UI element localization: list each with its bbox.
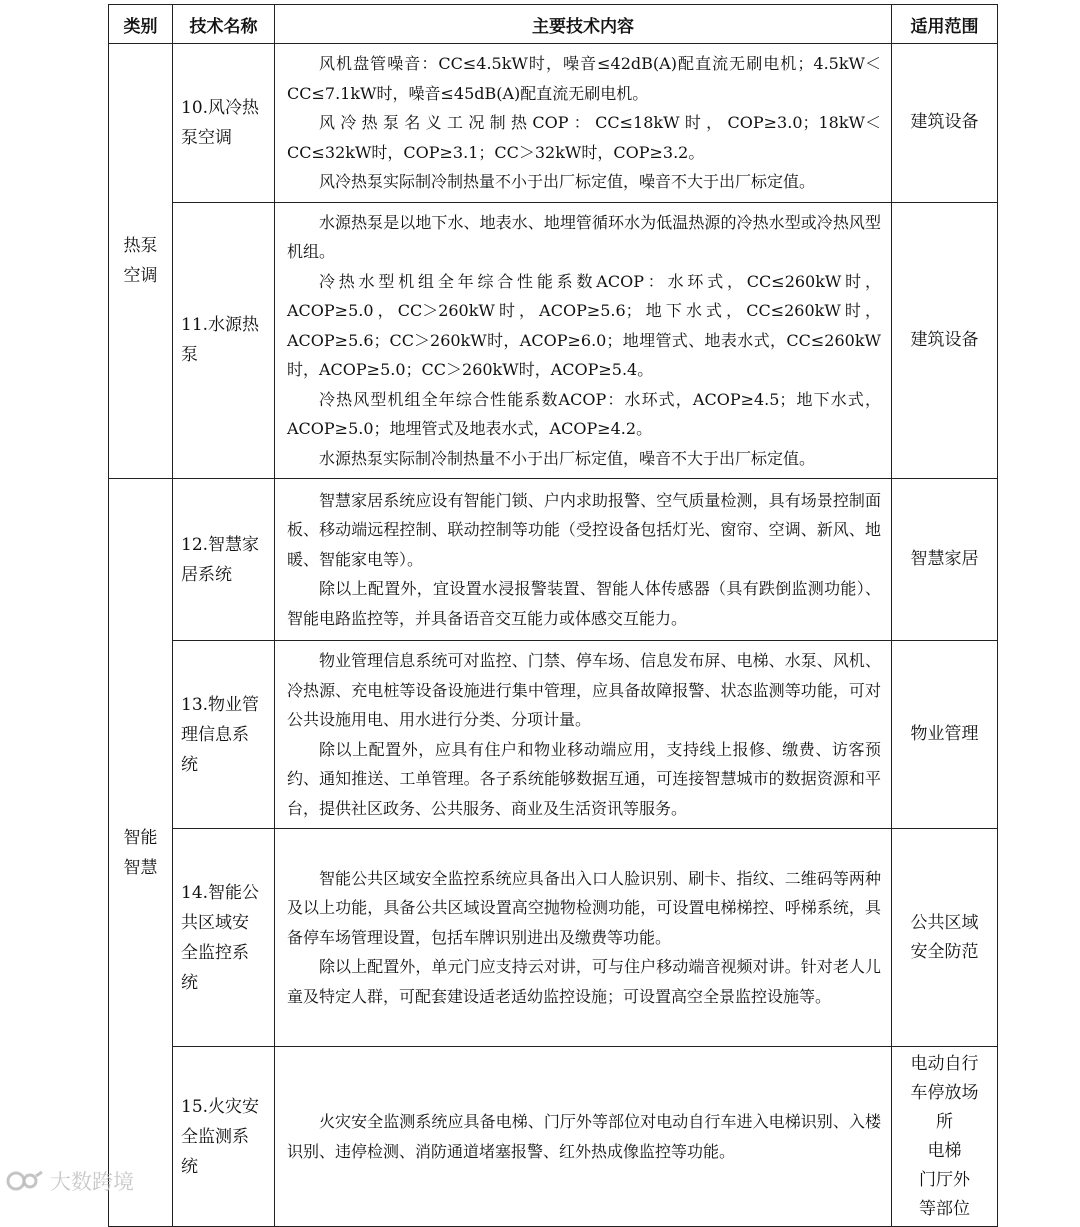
tech-name-line: 泵空调	[181, 127, 232, 148]
tech-name-line: 15.火灾安	[181, 1096, 260, 1117]
header-content: 主要技术内容	[275, 5, 892, 44]
brand-logo-icon	[6, 1168, 44, 1194]
tech-content	[275, 829, 892, 1047]
watermark	[6, 1166, 134, 1196]
scope-line: 等部位	[919, 1198, 970, 1219]
tech-name	[173, 1047, 275, 1227]
category-line: 热泵	[123, 236, 158, 256]
scope-line: 建筑设备	[910, 112, 979, 133]
scope-cell	[892, 202, 998, 479]
scope-line: 智慧家居	[910, 549, 979, 569]
content-paragraph: 除以上配置外，单元门应支持云对讲，可与住户移动端音视频对讲。针对老人儿童及特定人群，可配套建设适老适幼监控设施；可设置高空全景监控设施等。	[287, 957, 881, 1006]
tech-content	[275, 641, 892, 829]
tech-name-line: 共区域安	[181, 912, 249, 933]
scope-line: 车停放场	[910, 1082, 979, 1103]
tech-name-line: 12.智慧家	[181, 534, 260, 555]
content-paragraph: 水源热泵实际制冷制热量不小于出厂标定值，噪音不大于出厂标定值。	[319, 448, 816, 468]
content-paragraph: 水源热泵是以地下水、地表水、地埋管循环水为低温热源的冷热水型或冷热风型机组。	[287, 212, 881, 261]
scope-cell	[892, 1047, 998, 1227]
tech-name-line: 全监测系	[181, 1126, 249, 1147]
tech-name-line: 居系统	[181, 564, 232, 585]
tech-name-line: 11.水源热	[181, 315, 260, 336]
table-row	[109, 1047, 998, 1227]
scope-line: 门厅外	[919, 1169, 970, 1190]
content-paragraph: 智慧家居系统应设有智能门锁、户内求助报警、空气质量检测，具有场景控制面板、移动端远程控制、联动控制等功能（受控设备包括灯光、窗帘、空调、新风、地暖、智能家电等）。	[287, 490, 881, 569]
content-paragraph: 除以上配置外，宜设置水浸报警装置、智能人体传感器（具有跌倒监测功能）、智能电路监控等，并具备语音交互能力或体感交互能力。	[287, 579, 881, 628]
tech-name-line: 14.智能公	[181, 882, 260, 903]
scope-line: 电动自行	[910, 1053, 979, 1074]
scope-cell	[892, 829, 998, 1047]
tech-name	[173, 829, 275, 1047]
tech-content	[275, 44, 892, 203]
tech-content	[275, 479, 892, 641]
content-paragraph: 智能公共区域安全监控系统应具备出入口人脸识别、刷卡、指纹、二维码等两种及以上功能，具备公共区域设置高空抛物检测功能，可设置电梯梯控、呼梯系统，具备停车场管理设置，包括车牌识别进出及缴费等功能。	[287, 868, 881, 947]
scope-line: 物业管理	[910, 724, 979, 744]
tech-name	[173, 641, 275, 829]
tech-name-line: 全监控系	[181, 942, 249, 963]
tech-name-line: 统	[181, 1156, 198, 1177]
tech-table	[108, 4, 998, 1227]
content-paragraph: 风冷热泵名义工况制热COP：CC≤18kW时，COP≥3.0；18kW＜CC≤32kW时，COP≥3.1；CC＞32kW时，COP≥3.2。	[287, 113, 881, 162]
tech-content	[275, 1047, 892, 1227]
scope-cell	[892, 44, 998, 203]
scope-line: 所	[936, 1111, 953, 1132]
scope-line: 建筑设备	[910, 329, 979, 350]
content-paragraph: 风机盘管噪音：CC≤4.5kW时，噪音≤42dB(A)配直流无刷电机；4.5kW＜CC≤7.1kW时，噪音≤45dB(A)配直流无刷电机。	[287, 54, 881, 103]
content-paragraph: 物业管理信息系统可对监控、门禁、停车场、信息发布屏、电梯、水泵、风机、冷热源、充电桩等设备设施进行集中管理，应具备故障报警、状态监测等功能，可对公共设施用电、用水进行分类、分项计量。	[287, 651, 881, 729]
header-category: 类别	[109, 5, 173, 44]
content-paragraph: 除以上配置外，应具有住户和物业移动端应用，支持线上报修、缴费、访客预约、通知推送、工单管理。各子系统能够数据互通，可连接智慧城市的数据资源和平台，提供社区政务、公共服务、商业及生活资讯等服务。	[287, 739, 881, 818]
table-row	[109, 44, 998, 203]
content-paragraph: 冷热水型机组全年综合性能系数ACOP：水环式，CC≤260kW时，ACOP≥5.0，CC＞260kW时，ACOP≥5.6；地下水式，CC≤260kW时，ACOP≥5.6；CC＞260kW时，ACOP≥6.0；地埋管式、地表水式，CC≤260kW时，ACOP≥5.0；CC＞260kW时，ACOP≥5.4。	[287, 271, 881, 379]
tech-name	[173, 202, 275, 479]
category-cell	[109, 44, 173, 479]
tech-name-line: 统	[181, 972, 198, 993]
scope-line: 安全防范	[910, 941, 979, 962]
table-row	[109, 829, 998, 1047]
tech-content	[275, 202, 892, 479]
table-row	[109, 479, 998, 641]
category-line: 空调	[123, 266, 158, 286]
scope-cell	[892, 479, 998, 641]
tech-name-line: 统	[181, 754, 198, 775]
watermark-text: 大数跨境	[50, 1170, 134, 1194]
table-row	[109, 202, 998, 479]
scope-line: 公共区域	[910, 912, 979, 933]
scope-cell	[892, 641, 998, 829]
header-name: 技术名称	[173, 5, 275, 44]
tech-name	[173, 479, 275, 641]
content-paragraph: 冷热风型机组全年综合性能系数ACOP：水环式，ACOP≥4.5；地下水式，ACOP≥5.0；地埋管式及地表水式，ACOP≥4.2。	[287, 389, 881, 438]
category-cell	[109, 479, 173, 1227]
category-line: 智慧	[123, 857, 158, 878]
tech-name-line: 13.物业管	[181, 694, 260, 715]
content-paragraph: 风冷热泵实际制冷制热量不小于出厂标定值，噪音不大于出厂标定值。	[319, 172, 816, 191]
tech-name-line: 泵	[181, 345, 198, 366]
header-row	[109, 5, 998, 44]
category-line: 智能	[123, 827, 158, 848]
tech-name-line: 10.风冷热	[181, 97, 260, 118]
content-paragraph: 火灾安全监测系统应具备电梯、门厅外等部位对电动自行车进入电梯识别、入楼识别、违停检测、消防通道堵塞报警、红外热成像监控等功能。	[287, 1112, 881, 1161]
header-scope: 适用范围	[892, 5, 998, 44]
table-row	[109, 641, 998, 829]
tech-name-line: 理信息系	[181, 724, 249, 745]
scope-line: 电梯	[927, 1140, 962, 1161]
tech-name	[173, 44, 275, 203]
